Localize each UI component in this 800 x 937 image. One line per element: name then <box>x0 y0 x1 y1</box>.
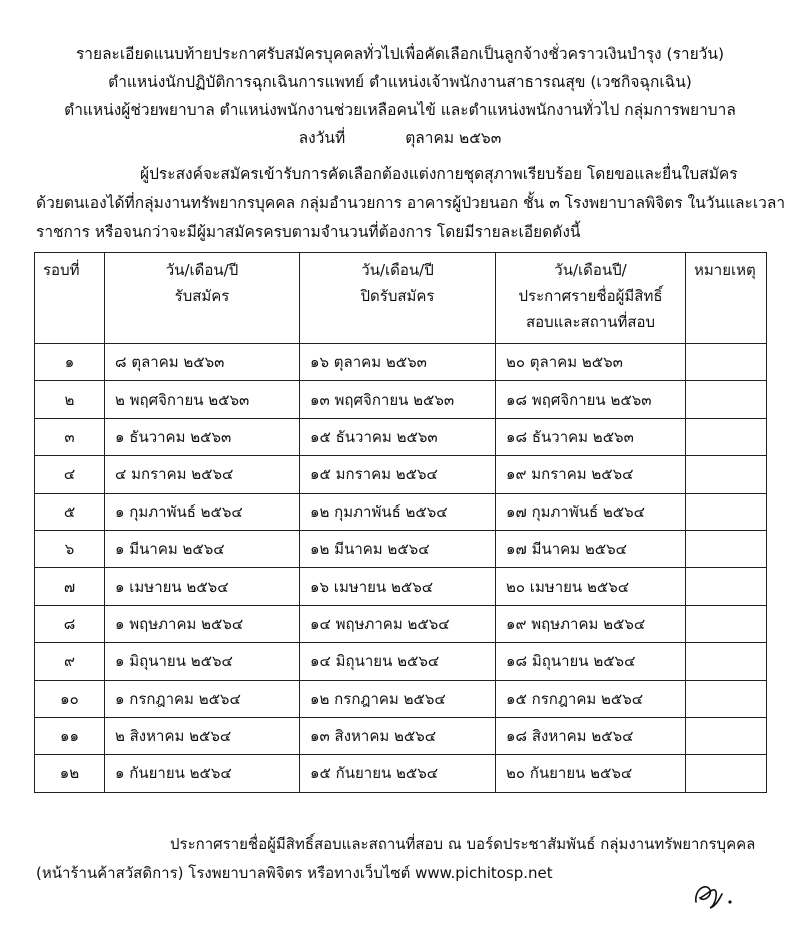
table-row <box>35 493 767 530</box>
intro-line-1: ผู้ประสงค์จะสมัครเข้ารับการคัดเลือกต้องแต่งกายชุดสุภาพเรียบร้อย โดยขอและยื่นใบสมัคร <box>140 165 738 183</box>
table-row <box>35 418 767 455</box>
cell-remark <box>686 344 767 381</box>
header-round: รอบที่ <box>35 253 105 344</box>
cell-round: ๓ <box>35 418 105 455</box>
header-open-date: วัน/เดือน/ปี รับสมัคร <box>105 253 300 344</box>
cell-announce-date: ๒๐ กันยายน ๒๕๖๔ <box>496 755 686 792</box>
table-row <box>35 344 767 381</box>
cell-announce-date: ๑๘ มิถุนายน ๒๕๖๔ <box>496 643 686 680</box>
cell-remark <box>686 493 767 530</box>
document-heading <box>0 40 800 152</box>
table-row <box>35 456 767 493</box>
cell-open-date: ๑ พฤษภาคม ๒๕๖๔ <box>105 605 300 642</box>
cell-close-date: ๑๖ เมษายน ๒๕๖๔ <box>300 568 496 605</box>
cell-open-date: ๔ มกราคม ๒๕๖๔ <box>105 456 300 493</box>
cell-open-date: ๒ พฤศจิกายน ๒๕๖๓ <box>105 381 300 418</box>
intro-line-2: ด้วยตนเองได้ที่กลุ่มงานทรัพยากรบุคคล กลุ่มอำนวยการ อาคารผู้ป่วยนอก ชั้น ๓ โรงพยาบาลพิจิตร ในวันและเวลา <box>36 194 786 212</box>
cell-open-date: ๑ เมษายน ๒๕๖๔ <box>105 568 300 605</box>
footer-line-2: (หน้าร้านค้าสวัสดิการ) โรงพยาบาลพิจิตร หรือทางเว็บไซต์ www.pichitosp.net <box>36 864 553 882</box>
cell-open-date: ๘ ตุลาคม ๒๕๖๓ <box>105 344 300 381</box>
cell-announce-date: ๑๕ กรกฎาคม ๒๕๖๔ <box>496 680 686 717</box>
cell-open-date: ๑ กุมภาพันธ์ ๒๕๖๔ <box>105 493 300 530</box>
header-remark: หมายเหตุ <box>686 253 767 344</box>
table-header-row <box>35 253 767 344</box>
cell-remark <box>686 456 767 493</box>
cell-remark <box>686 381 767 418</box>
cell-remark <box>686 643 767 680</box>
cell-close-date: ๑๒ กรกฎาคม ๒๕๖๔ <box>300 680 496 717</box>
cell-remark <box>686 568 767 605</box>
cell-round: ๑๑ <box>35 717 105 754</box>
table-row <box>35 381 767 418</box>
cell-announce-date: ๑๙ พฤษภาคม ๒๕๖๔ <box>496 605 686 642</box>
cell-round: ๗ <box>35 568 105 605</box>
schedule-table <box>34 252 767 793</box>
intro-line-3: ราชการ หรือจนกว่าจะมีผู้มาสมัครครบตามจำนวนที่ต้องการ โดยมีรายละเอียดดังนี้ <box>36 223 581 241</box>
cell-close-date: ๑๒ กุมภาพันธ์ ๒๕๖๔ <box>300 493 496 530</box>
footer-line-1: ประกาศรายชื่อผู้มีสิทธิ์สอบและสถานที่สอบ ณ บอร์ดประชาสัมพันธ์ กลุ่มงานทรัพยากรบุคคล <box>170 835 756 853</box>
heading-dateline <box>0 124 800 152</box>
cell-round: ๑๒ <box>35 755 105 792</box>
cell-announce-date: ๑๗ กุมภาพันธ์ ๒๕๖๔ <box>496 493 686 530</box>
dateline-month-year: ตุลาคม ๒๕๖๓ <box>405 129 502 147</box>
cell-remark <box>686 530 767 567</box>
signature-mark <box>690 872 750 912</box>
header-close-date: วัน/เดือน/ปี ปิดรับสมัคร <box>300 253 496 344</box>
cell-announce-date: ๑๗ มีนาคม ๒๕๖๔ <box>496 530 686 567</box>
table-row <box>35 568 767 605</box>
cell-open-date: ๑ กรกฎาคม ๒๕๖๔ <box>105 680 300 717</box>
cell-remark <box>686 418 767 455</box>
cell-round: ๒ <box>35 381 105 418</box>
cell-announce-date: ๑๘ ธันวาคม ๒๕๖๓ <box>496 418 686 455</box>
intro-paragraph <box>36 160 786 247</box>
table-row <box>35 605 767 642</box>
footer-note <box>36 830 776 888</box>
cell-close-date: ๑๕ ธันวาคม ๒๕๖๓ <box>300 418 496 455</box>
cell-announce-date: ๑๘ พฤศจิกายน ๒๕๖๓ <box>496 381 686 418</box>
table-row <box>35 643 767 680</box>
cell-open-date: ๑ ธันวาคม ๒๕๖๓ <box>105 418 300 455</box>
cell-open-date: ๒ สิงหาคม ๒๕๖๔ <box>105 717 300 754</box>
cell-close-date: ๑๓ พฤศจิกายน ๒๕๖๓ <box>300 381 496 418</box>
cell-round: ๑๐ <box>35 680 105 717</box>
cell-close-date: ๑๔ มิถุนายน ๒๕๖๔ <box>300 643 496 680</box>
dateline-prefix: ลงวันที่ <box>298 129 346 147</box>
cell-announce-date: ๒๐ เมษายน ๒๕๖๔ <box>496 568 686 605</box>
heading-line-3: ตำแหน่งผู้ช่วยพยาบาล ตำแหน่งพนักงานช่วยเหลือคนไข้ และตำแหน่งพนักงานทั่วไป กลุ่มการพยาบาล <box>64 101 736 119</box>
table-row <box>35 530 767 567</box>
cell-open-date: ๑ กันยายน ๒๕๖๔ <box>105 755 300 792</box>
cell-remark <box>686 680 767 717</box>
heading-line-2: ตำแหน่งนักปฏิบัติการฉุกเฉินการแพทย์ ตำแหน่งเจ้าพนักงานสาธารณสุข (เวชกิจฉุกเฉิน) <box>108 73 692 91</box>
header-announce-date: วัน/เดือนปี/ ประกาศรายชื่อผู้มีสิทธิ์ สอบและสถานที่สอบ <box>496 253 686 344</box>
cell-close-date: ๑๔ พฤษภาคม ๒๕๖๔ <box>300 605 496 642</box>
table-row <box>35 680 767 717</box>
cell-remark <box>686 605 767 642</box>
cell-round: ๖ <box>35 530 105 567</box>
table-row <box>35 717 767 754</box>
cell-round: ๙ <box>35 643 105 680</box>
cell-round: ๘ <box>35 605 105 642</box>
cell-open-date: ๑ มีนาคม ๒๕๖๔ <box>105 530 300 567</box>
cell-announce-date: ๒๐ ตุลาคม ๒๕๖๓ <box>496 344 686 381</box>
cell-announce-date: ๑๙ มกราคม ๒๕๖๔ <box>496 456 686 493</box>
cell-close-date: ๑๕ มกราคม ๒๕๖๔ <box>300 456 496 493</box>
cell-announce-date: ๑๘ สิงหาคม ๒๕๖๔ <box>496 717 686 754</box>
cell-close-date: ๑๓ สิงหาคม ๒๕๖๔ <box>300 717 496 754</box>
cell-close-date: ๑๕ กันยายน ๒๕๖๔ <box>300 755 496 792</box>
cell-round: ๕ <box>35 493 105 530</box>
cell-round: ๑ <box>35 344 105 381</box>
cell-open-date: ๑ มิถุนายน ๒๕๖๔ <box>105 643 300 680</box>
heading-line-1: รายละเอียดแนบท้ายประกาศรับสมัครบุคคลทั่วไปเพื่อคัดเลือกเป็นลูกจ้างชั่วคราวเงินบำรุง (รายวัน) <box>75 45 725 63</box>
cell-close-date: ๑๖ ตุลาคม ๒๕๖๓ <box>300 344 496 381</box>
cell-close-date: ๑๒ มีนาคม ๒๕๖๔ <box>300 530 496 567</box>
cell-remark <box>686 755 767 792</box>
cell-round: ๔ <box>35 456 105 493</box>
cell-remark <box>686 717 767 754</box>
table-row <box>35 755 767 792</box>
